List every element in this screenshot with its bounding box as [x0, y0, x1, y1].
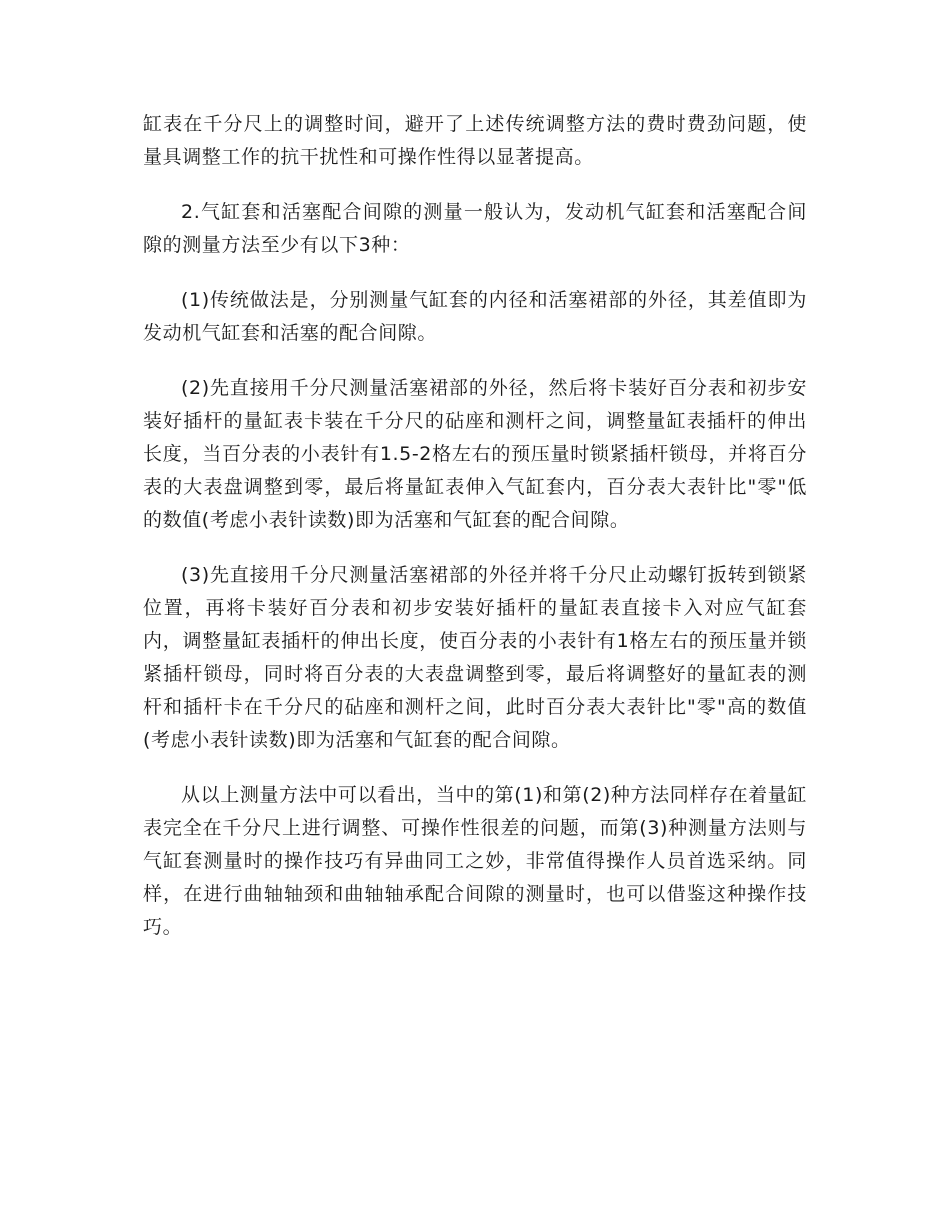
- paragraph-conclusion: 从以上测量方法中可以看出，当中的第(1)和第(2)种方法同样存在着量缸表完全在千分尺上进行调整、可操作性很差的问题，而第(3)种测量方法则与气缸套测量时的操作技巧有异曲同工之妙，非常值得操作人员首选采纳。同样，在进行曲轴轴颈和曲轴轴承配合间隙的测量时，也可以借鉴这种操作技巧。: [143, 784, 807, 938]
- paragraph-method-2: (2)先直接用千分尺测量活塞裙部的外径，然后将卡装好百分表和初步安装好插杆的量缸表卡装在千分尺的砧座和测杆之间，调整量缸表插杆的伸出长度，当百分表的小表针有1.5-2格左右的预压量时锁紧插杆锁母，并将百分表的大表盘调整到零，最后将量缸表伸入气缸套内，百分表大表针比"零"低的数值(考虑小表针读数)即为活塞和气缸套的配合间隙。: [143, 377, 807, 531]
- paragraph-section-heading: 2.气缸套和活塞配合间隙的测量一般认为，发动机气缸套和活塞配合间隙的测量方法至少有以下3种：: [143, 201, 807, 256]
- paragraph-continuation: 缸表在千分尺上的调整时间，避开了上述传统调整方法的费时费劲问题，使量具调整工作的抗干扰性和可操作性得以显著提高。: [143, 113, 807, 168]
- paragraph-method-1: (1)传统做法是，分别测量气缸套的内径和活塞裙部的外径，其差值即为发动机气缸套和活塞的配合间隙。: [143, 289, 807, 344]
- document-body: [143, 108, 807, 966]
- paragraph-method-3: (3)先直接用千分尺测量活塞裙部的外径并将千分尺止动螺钉扳转到锁紧位置，再将卡装好百分表和初步安装好插杆的量缸表直接卡入对应气缸套内，调整量缸表插杆的伸出长度，使百分表的小表针有1格左右的预压量并锁紧插杆锁母，同时将百分表的大表盘调整到零，最后将调整好的量缸表的测杆和插杆卡在千分尺的砧座和测杆之间，此时百分表大表针比"零"高的数值(考虑小表针读数)即为活塞和气缸套的配合间隙。: [143, 564, 807, 751]
